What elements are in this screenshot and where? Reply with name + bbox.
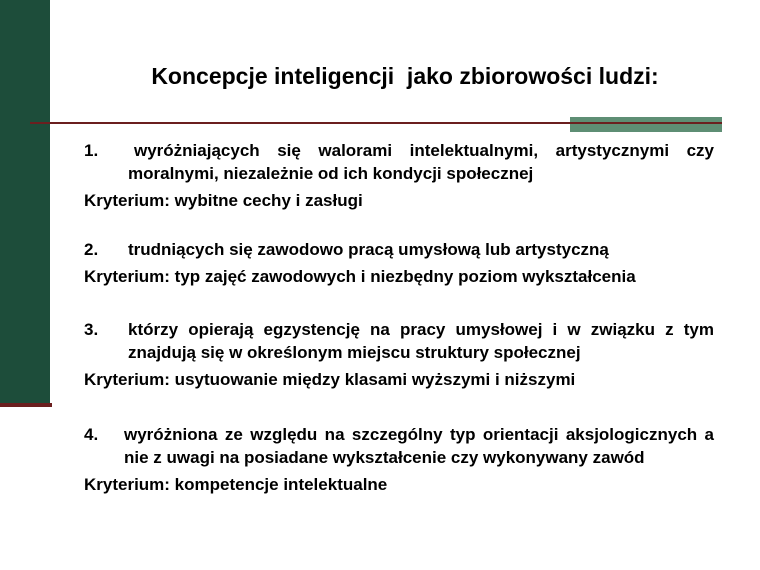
criterion-3: Kryterium: usytuowanie między klasami wyższymi i niższymi xyxy=(84,370,576,389)
list-item-4 xyxy=(84,423,714,469)
criterion-1: Kryterium: wybitne cechy i zasługi xyxy=(84,191,363,210)
list-item-number: 1. xyxy=(84,141,99,160)
list-item-number: 4. xyxy=(84,425,99,444)
slide-title: Koncepcje inteligencji jako zbiorowości ludzi: xyxy=(151,63,659,89)
list-item-number: 2. xyxy=(84,240,99,259)
list-item-text: wyróżniona ze względu na szczególny typ orientacji aksjologicznych a nie z uwagi na posiadane wykształcenie czy wykonywany zawód xyxy=(124,425,714,467)
criterion-2: Kryterium: typ zajęć zawodowych i niezbędny poziom wykształcenia xyxy=(84,267,636,286)
list-item-text: wyróżniających się walorami intelektualnymi, artystycznymi czy moralnymi, niezależnie od ich kondycji społecznej xyxy=(128,141,714,183)
slide-content xyxy=(84,139,714,496)
left-decorative-bar xyxy=(0,0,50,405)
list-item-3 xyxy=(84,318,714,364)
title-divider-accent xyxy=(570,117,722,132)
list-item-text: trudniących się zawodowo pracą umysłową lub artystyczną xyxy=(128,240,609,259)
left-bar-underline xyxy=(0,403,52,407)
list-item-text: którzy opierają egzystencję na pracy umysłowej i w związku z tym znajdują się w określonym miejscu struktury społecznej xyxy=(128,320,714,362)
list-item-2 xyxy=(84,238,714,261)
criterion-4: Kryterium: kompetencje intelektualne xyxy=(84,475,388,494)
list-item-number: 3. xyxy=(84,320,99,339)
list-item-1 xyxy=(84,139,714,185)
